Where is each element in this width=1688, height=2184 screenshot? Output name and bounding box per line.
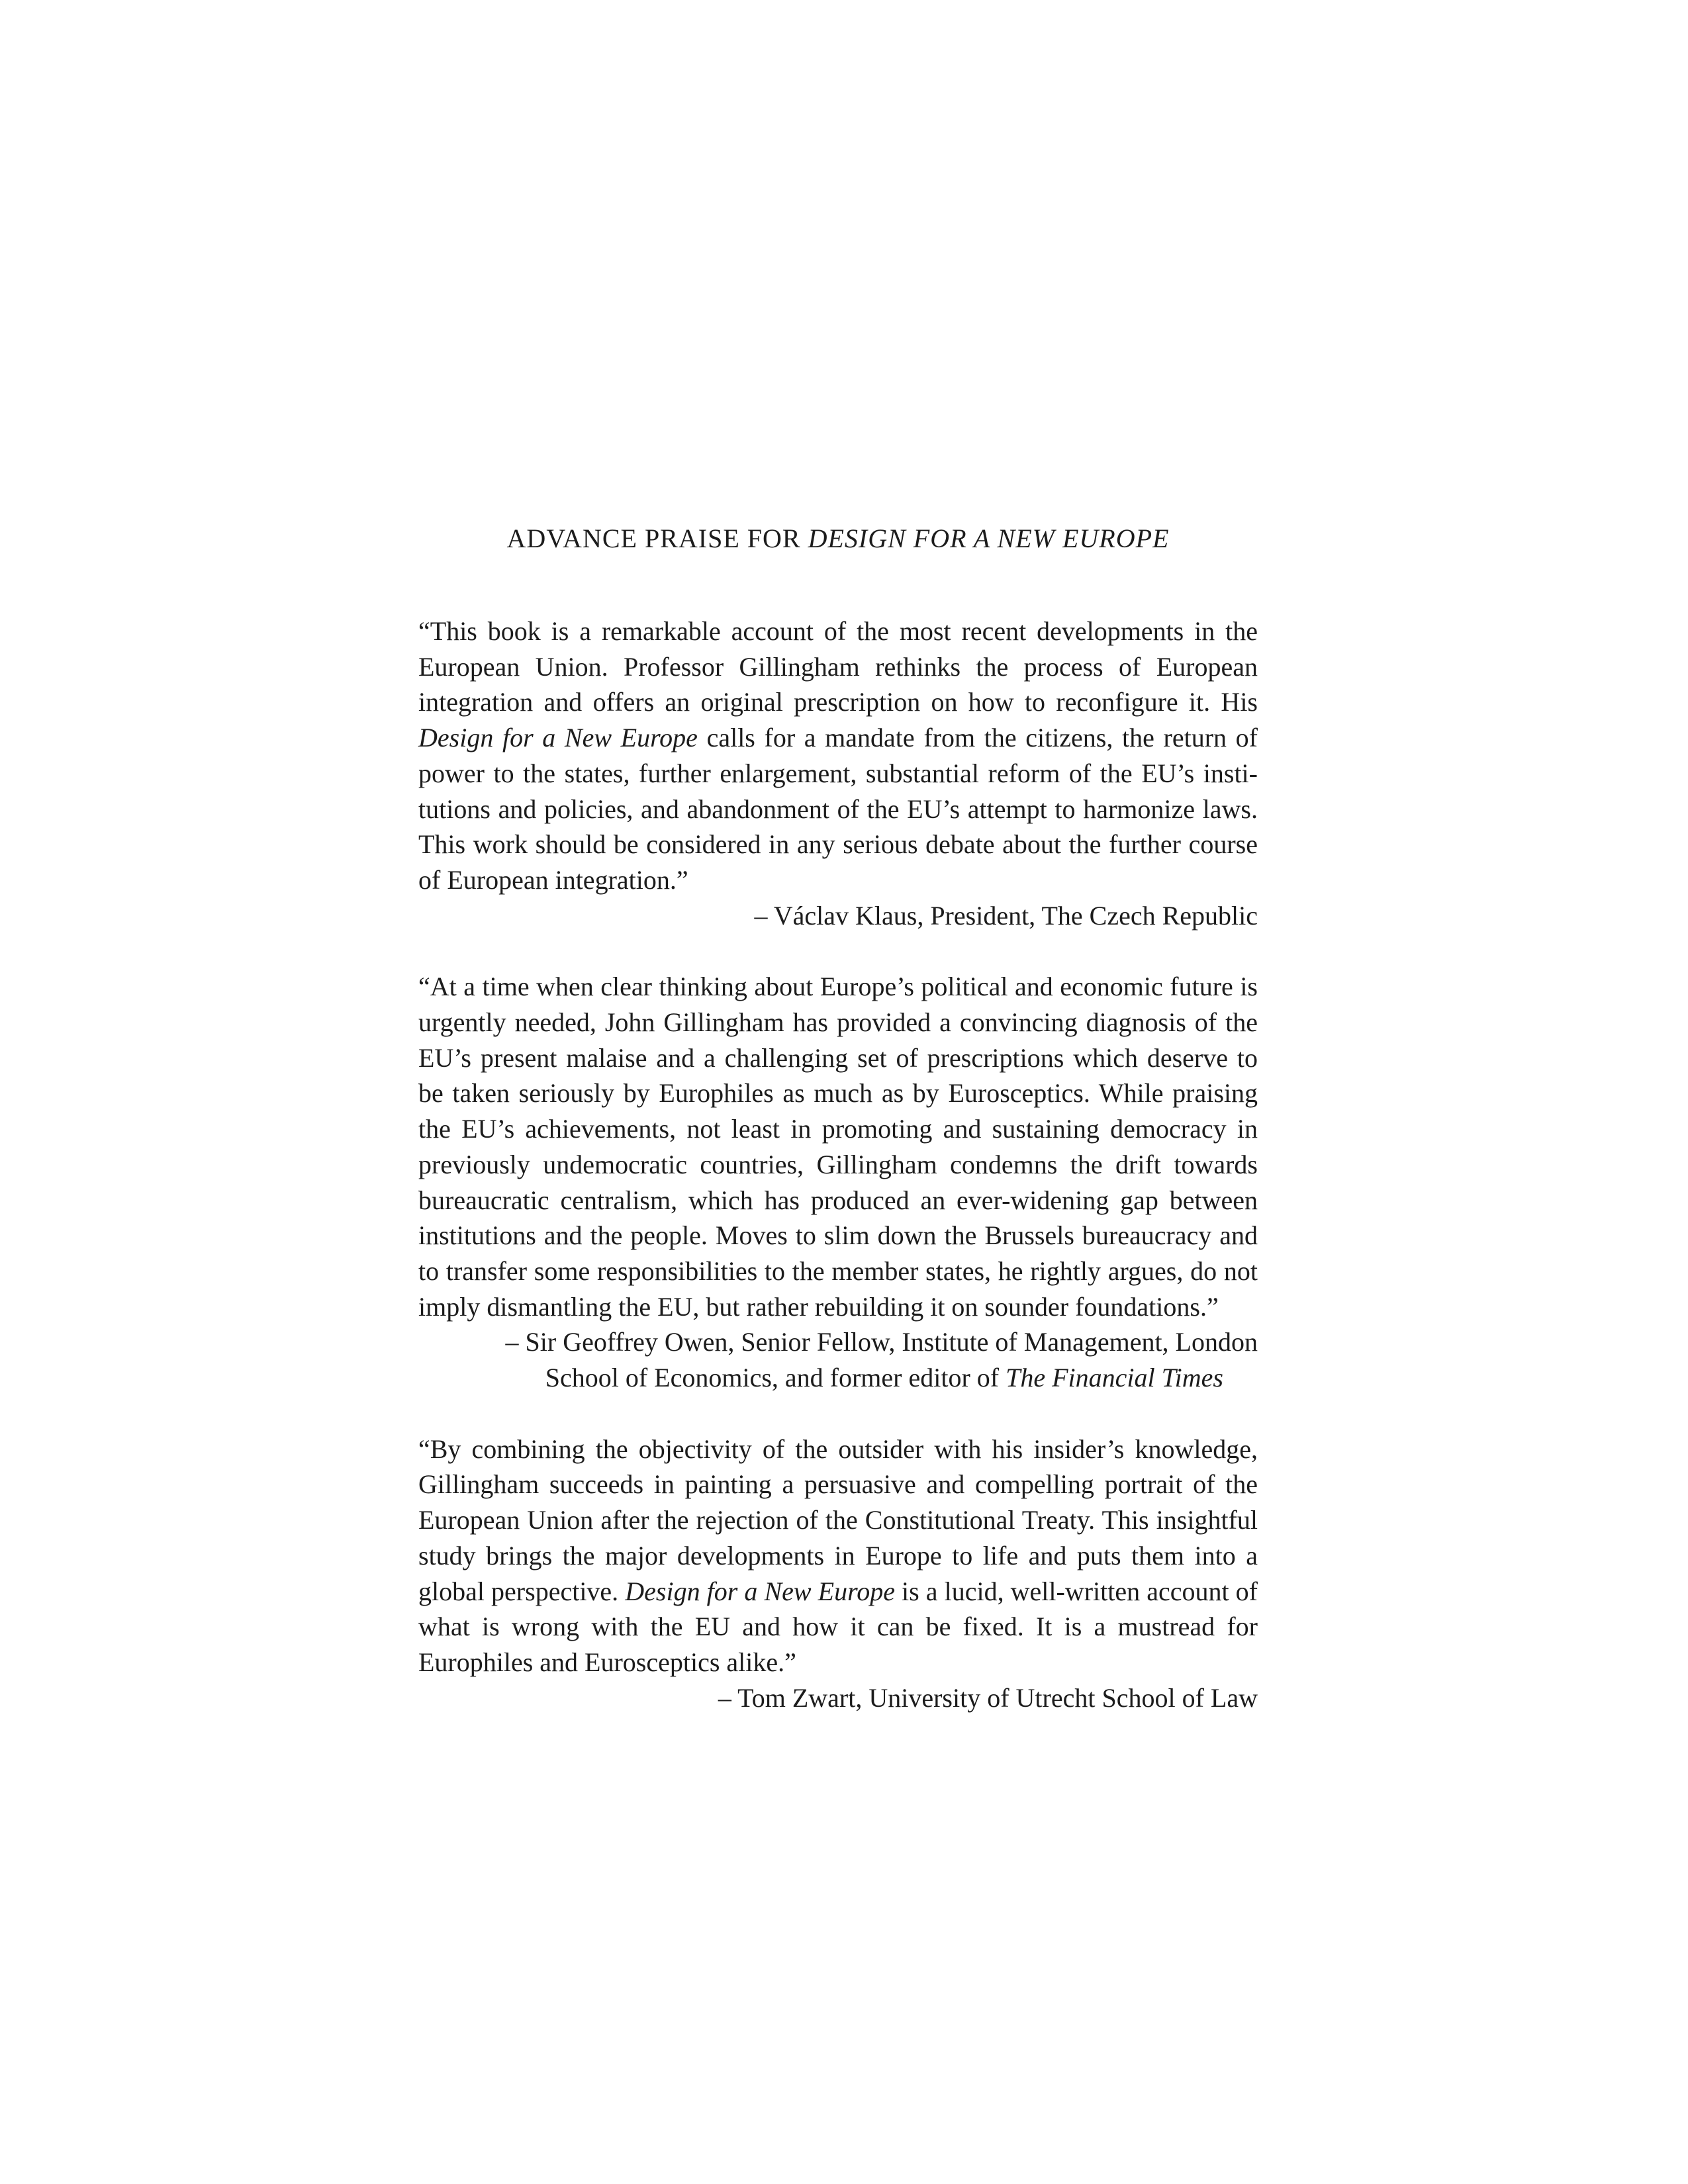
quote-text: “This book is a remarkable account of the most recent developments in the European Union. Professor Gillingham rethinks the process of European integration and offers an original prescription on how to reconfigure it. His	[418, 616, 1258, 717]
book-title-inline: Design for a New Europe	[418, 723, 698, 753]
attribution-line-2	[545, 1363, 1258, 1392]
heading-prefix: ADVANCE PRAISE FOR	[506, 523, 808, 553]
praise-attribution: – Tom Zwart, University of Utrecht School of Law	[718, 1682, 1258, 1713]
quote-text: calls for a mandate from the citizens, the return of power to the states, further enlargement, substantial reform of the EU’s institutions and policies, and abandonment of the EU’s attempt to harmonize laws. This work should be considered in any serious debate about the further course of European integration.”	[418, 723, 1258, 895]
praise-attribution: – Václav Klaus, President, The Czech Republic	[754, 900, 1258, 931]
praise-block-owen	[418, 969, 1258, 1395]
praise-page	[418, 523, 1258, 1751]
praise-block-klaus	[418, 614, 1258, 933]
publication-title: The Financial Times	[1006, 1363, 1223, 1393]
praise-quote	[418, 614, 1258, 898]
quote-text: is a lucid, well-written account of what is wrong with the EU and how it can be fixed. It is a mustread for Europhiles and Eurosceptics alike.”	[418, 1576, 1258, 1677]
heading-book-title: DESIGN FOR A NEW EUROPE	[808, 523, 1170, 553]
attribution-text: School of Economics, and former editor of	[545, 1363, 1006, 1393]
quote-text: “By combining the objectivity of the outsider with his insider’s knowledge, Gillingham succeeds in painting a persuasive and compelling portrait of the European Union after the rejection of the Constitutional Treaty. This insightful study brings the major developments in Europe to life and puts them into a global perspective.	[418, 1433, 1258, 1606]
praise-quote	[418, 1432, 1258, 1680]
page-heading	[418, 523, 1258, 554]
praise-quote: “At a time when clear thinking about Europe’s political and economic future is urgently needed, John Gillingham has provided a convincing diagnosis of the EU’s present malaise and a challenging set of prescriptions which deserve to be taken seriously by Europhiles as much as by Eurosceptics. While praising the EU’s achievements, not least in promoting and sustaining democracy in previously undemocratic countries, Gillingham condemns the drift towards bureaucratic centralism, which has produced an ever-widening gap between institutions and the people. Moves to slim down the Brussels bureaucracy and to transfer some responsibilities to the member states, he rightly argues, do not imply dismantling the EU, but rather rebuilding it on sounder foundations.”	[418, 972, 1258, 1322]
praise-attribution	[418, 1324, 1258, 1395]
praise-block-zwart	[418, 1432, 1258, 1716]
book-title-inline: Design for a New Europe	[625, 1576, 895, 1606]
attribution-line-1: – Sir Geoffrey Owen, Senior Fellow, Institute of Management, London	[505, 1327, 1258, 1357]
